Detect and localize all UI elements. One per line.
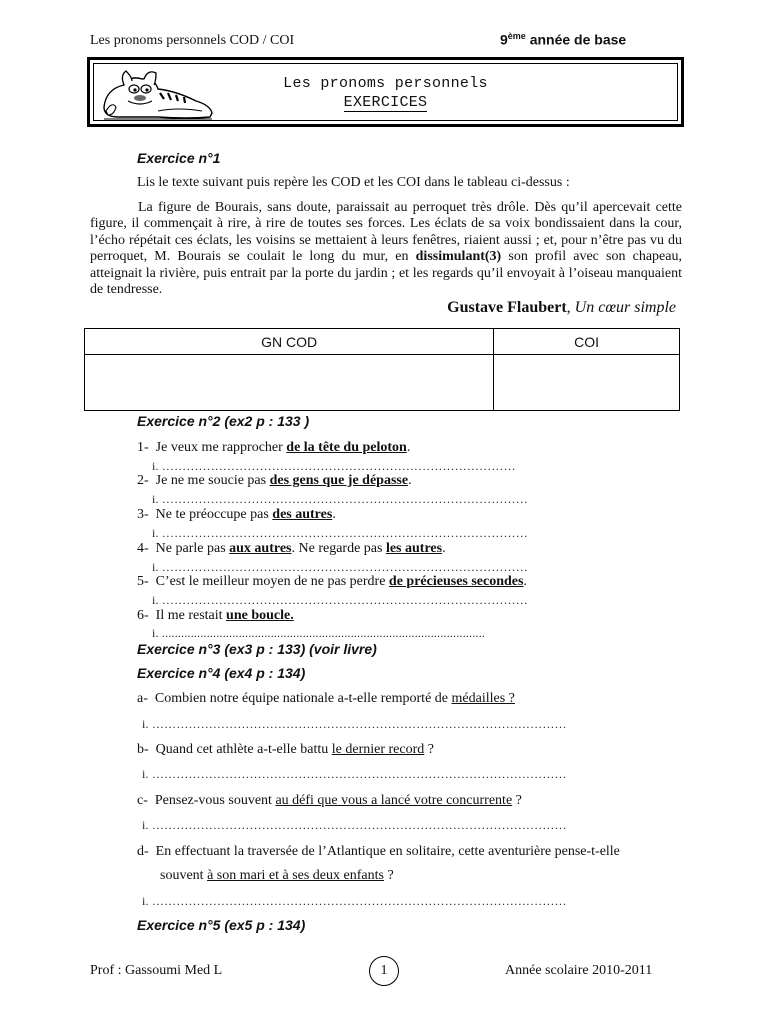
header-left: Les pronoms personnels COD / COI xyxy=(90,33,295,48)
answer-line[interactable]: i. …………………………………………………………………………… xyxy=(152,459,516,473)
answer-line[interactable]: i. ..................................................................................................... xyxy=(152,626,486,640)
answer-line[interactable]: i. ………………………………………………………………………………………… xyxy=(142,818,567,832)
table-cell-coi[interactable] xyxy=(494,355,680,411)
exercise-3-title: Exercice n°3 (ex3 p : 133) (voir livre) xyxy=(137,641,377,657)
title-banner xyxy=(87,57,684,127)
exercise-1-text: La figure de Bourais, sans doute, paraissait au perroquet très drôle. Dès qu’il apercevait cette figure, il commençait à rire, à rire de toutes ses forces. Les éclats de sa voix bondissaient dans la cour, l’écho répétait ces éclats, les voisins se mettaient à leurs fenêtres, riaient aussi ; et, pour n’être pas vu du perroquet, M. Bourais se coulait le long du mur, en dissimulant(3) son profil avec son chapeau, atteignait la rivière, puis entrait par la porte du jardin ; et les regards qu’il envoyait à l’oiseau manquaient de tendresse. xyxy=(90,200,682,298)
answer-line[interactable]: i. ………………………………………………………………………………………… xyxy=(142,717,567,731)
exercise-4-item: a- Combien notre équipe nationale a-t-elle remporté de médailles ? xyxy=(137,691,515,706)
footer-teacher: Prof : Gassoumi Med L xyxy=(90,963,223,978)
footer-school-year: Année scolaire 2010-2011 xyxy=(505,963,653,978)
exercise-4-item: d- En effectuant la traversée de l’Atlantique en solitaire, cette aventurière pense-t-elle xyxy=(137,844,620,859)
header-right: 9ème année de base xyxy=(500,31,627,48)
exercise-1-title: Exercice n°1 xyxy=(137,150,221,166)
answer-line[interactable]: i. ……………………………………………………………………………… xyxy=(152,593,528,607)
exercise-1-instruction: Lis le texte suivant puis repère les COD et les COI dans le tableau ci-dessus : xyxy=(137,175,570,190)
exercise-4-item: b- Quand cet athlète a-t-elle battu le dernier record ? xyxy=(137,742,434,757)
answer-line[interactable]: i. ……………………………………………………………………………… xyxy=(152,492,528,506)
exercise-2-item: 4- Ne parle pas aux autres. Ne regarde pas les autres. xyxy=(137,541,446,556)
answer-line[interactable]: i. ……………………………………………………………………………… xyxy=(152,526,528,540)
exercise-2-title: Exercice n°2 (ex2 p : 133 ) xyxy=(137,413,310,429)
exercise-2-item: 3- Ne te préoccupe pas des autres. xyxy=(137,507,336,522)
answer-line[interactable]: i. ……………………………………………………………………………… xyxy=(152,560,528,574)
banner-subtitle: EXERCICES xyxy=(343,94,428,111)
cod-coi-table xyxy=(84,328,680,411)
answer-line[interactable]: i. ………………………………………………………………………………………… xyxy=(142,894,567,908)
exercise-2-item: 1- Je veux me rapprocher de la tête du peloton. xyxy=(137,440,411,455)
title-banner-inner xyxy=(93,63,678,121)
exercise-4-item-continued: souvent à son mari et à ses deux enfants ? xyxy=(160,868,394,883)
exercise-5-title: Exercice n°5 (ex5 p : 134) xyxy=(137,917,306,933)
page-number: 1 xyxy=(369,956,399,986)
exercise-2-item: 5- C’est le meilleur moyen de ne pas perdre de précieuses secondes. xyxy=(137,574,527,589)
table-header-coi: COI xyxy=(494,329,680,355)
exercise-4-title: Exercice n°4 (ex4 p : 134) xyxy=(137,665,306,681)
exercise-2-item: 2- Je ne me soucie pas des gens que je dépasse. xyxy=(137,473,412,488)
exercise-2-item: 6- Il me restait une boucle. xyxy=(137,608,294,623)
table-cell-cod[interactable] xyxy=(85,355,494,411)
banner-title: Les pronoms personnels xyxy=(283,75,488,92)
exercise-4-item: c- Pensez-vous souvent au défi que vous a lancé votre concurrente ? xyxy=(137,793,522,808)
answer-line[interactable]: i. ………………………………………………………………………………………… xyxy=(142,767,567,781)
table-header-cod: GN COD xyxy=(85,329,494,355)
exercise-1-source: Gustave Flaubert, Un cœur simple xyxy=(447,299,676,316)
